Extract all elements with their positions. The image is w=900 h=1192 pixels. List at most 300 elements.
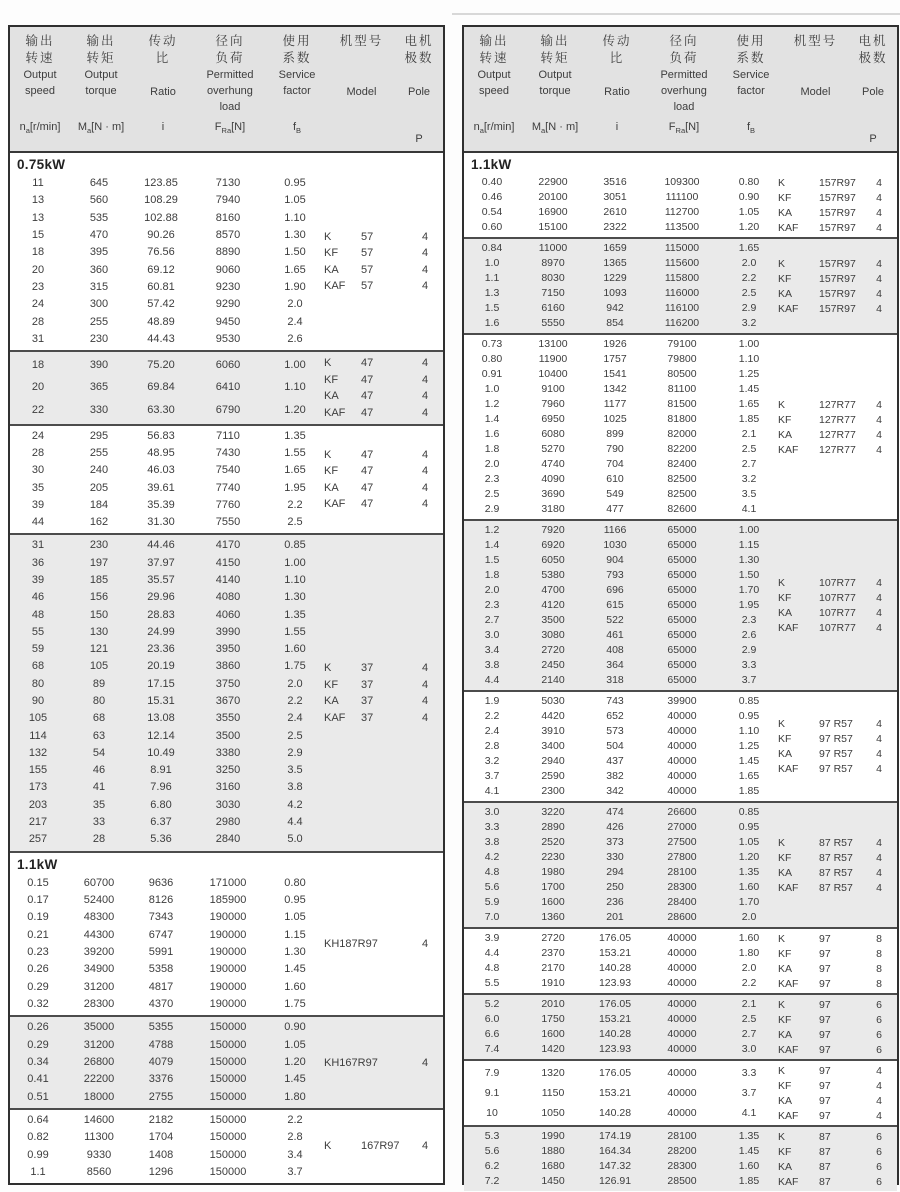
cell-output-torque: 34900 [83,963,115,976]
cell-ratio: 250 [606,881,624,893]
cell-output-torque: 1450 [541,1175,565,1187]
model-number: 87 [819,1175,831,1188]
cell-service-factor: 1.05 [738,836,760,848]
cell-output-speed: 55 [31,625,45,638]
model-number: 127R77 [819,413,856,426]
cell-ratio: 8.91 [150,764,172,777]
cell-output-torque: 470 [89,229,109,242]
model-pole: 4 [876,1079,882,1092]
table-row [10,831,324,848]
cell-output-speed: 0.73 [481,338,503,350]
header-label-cn [148,33,177,67]
cell-overhung-load: 65000 [667,644,697,656]
cell-output-speed: 2.4 [484,725,500,737]
table-row [464,1042,778,1057]
model-entry [778,190,897,205]
cell-ratio: 1296 [148,1165,174,1178]
table-row [464,367,778,382]
cell-ratio: 7343 [148,911,174,924]
model-number: 157R97 [819,191,856,204]
table-row [464,487,778,502]
cell-ratio: 147.32 [598,1160,632,1172]
cell-overhung-load: 65000 [667,629,697,641]
cell-output-speed: 2.3 [484,599,500,611]
table-row [464,1027,778,1042]
table-row [10,875,324,892]
model-name: KAF [778,763,799,775]
model-number: 97 [819,962,831,975]
cell-output-speed: 4.1 [484,785,500,797]
header-line: Output [477,69,511,81]
symbol-main: P [415,133,423,145]
cell-output-speed: 1.2 [484,398,500,410]
cell-overhung-load: 65000 [667,674,697,686]
model-column [778,175,897,235]
model-name: KA [778,748,793,760]
model-number: 57 [361,263,374,276]
cell-ratio: 174.19 [598,1130,632,1142]
cell-output-torque: 1700 [541,881,565,893]
model-pole: 4 [876,881,882,894]
model-name: K [778,577,786,589]
cell-service-factor: 3.2 [741,473,757,485]
unit-symbol [19,121,30,136]
cell-output-torque: 39200 [83,946,115,959]
cell-output-torque: 5030 [541,695,565,707]
cell-output-torque: 4740 [541,458,565,470]
cell-ratio: 153.21 [598,1013,632,1025]
cell-ratio: 108.29 [144,194,178,207]
cell-overhung-load: 40000 [667,1086,697,1099]
cell-ratio: 904 [606,554,624,566]
cell-ratio: 1229 [603,272,627,284]
cell-output-speed: 68 [31,660,45,673]
model-pole: 6 [876,1043,882,1056]
table-row [464,286,778,301]
cell-output-speed: 20 [31,263,45,276]
model-entry [778,1093,897,1108]
table-row [10,927,324,944]
model-pole: 4 [421,465,429,478]
model-pole: 4 [876,763,882,775]
cell-service-factor: 4.4 [287,815,303,828]
cell-ratio: 6.37 [150,815,172,828]
cell-service-factor: 1.30 [738,554,760,566]
cell-output-speed: 3.4 [484,644,500,656]
cell-output-speed: 3.2 [484,755,500,767]
model-name: KAF [778,881,799,894]
header-line: Pole [861,86,885,98]
header-line: 输出 [25,34,55,48]
header-line: 转速 [479,51,509,65]
cell-service-factor: 1.25 [738,740,760,752]
cell-service-factor: 1.10 [284,211,306,224]
cell-overhung-load: 65000 [667,539,697,551]
model-entry [324,709,443,726]
model-entry [778,271,897,286]
model-number: 47 [361,481,374,494]
cell-output-torque: 105 [89,660,109,673]
model-entry [778,412,897,427]
cell-output-torque: 41 [92,781,106,794]
spec-block [464,1125,897,1191]
cell-overhung-load: 3990 [215,625,241,638]
cell-ratio: 1166 [603,524,627,536]
cell-overhung-load: 190000 [209,928,247,941]
header-line: 使用 [282,34,312,48]
model-entry [778,1012,897,1027]
model-pole: 6 [876,1160,882,1173]
cell-ratio: 123.85 [144,177,178,190]
table-row [10,589,324,606]
cell-overhung-load: 4170 [215,539,241,552]
cell-output-torque: 52400 [83,894,115,907]
cell-output-torque: 205 [89,481,109,494]
block-inner [464,997,897,1057]
header-label-en [477,67,510,119]
cell-service-factor: 1.35 [738,866,760,878]
table-row [464,568,778,583]
header-col-output-torque [68,33,134,147]
cell-service-factor: 1.85 [738,785,760,797]
cell-output-torque: 31200 [83,980,115,993]
cell-service-factor: 1.35 [284,608,306,621]
model-column [778,337,897,517]
model-pole: 4 [876,607,882,619]
model-pole: 4 [421,498,429,511]
table-row [464,598,778,613]
model-pole: 4 [421,230,429,243]
header-line: Permitted [660,69,708,81]
cell-service-factor: 1.20 [284,1056,306,1069]
header-label-cn [858,33,887,67]
model-pole: 8 [876,962,882,975]
cell-output-speed: 30 [31,464,45,477]
cell-overhung-load: 150000 [209,1090,247,1103]
model-pole: 4 [876,413,882,426]
cell-output-speed: 2.8 [484,740,500,752]
data-rows [10,875,324,1014]
cell-output-speed: 35 [31,481,45,494]
cell-output-torque: 2010 [541,998,565,1010]
cell-output-torque: 360 [89,263,109,276]
cell-service-factor: 0.95 [738,821,760,833]
cell-output-torque: 1680 [541,1160,565,1172]
model-number: 97 [819,1028,831,1041]
table-row [464,628,778,643]
header-line: 系数 [282,51,312,65]
model-entry [324,693,443,710]
model-name: KAF [778,1043,799,1056]
cell-overhung-load: 6410 [215,381,241,394]
model-pole: 4 [876,851,882,864]
cell-overhung-load: 28100 [667,866,697,878]
cell-output-speed: 1.6 [484,428,500,440]
cell-ratio: 899 [606,428,624,440]
cell-overhung-load: 2840 [215,833,241,846]
cell-ratio: 5355 [148,1021,174,1034]
table-row [464,352,778,367]
table-row [10,892,324,909]
table-row [464,805,778,820]
block-inner [10,1112,443,1181]
model-name: K [778,176,786,189]
scan-edge-line [452,13,900,15]
cell-output-speed: 0.40 [481,176,503,188]
cell-service-factor: 1.10 [284,573,306,586]
model-pole: 4 [876,191,882,204]
cell-service-factor: 0.95 [284,177,306,190]
cell-ratio: 6747 [148,928,174,941]
model-name: KF [778,592,792,604]
cell-overhung-load: 7130 [215,177,241,190]
symbol-sub: Ra [221,126,232,136]
model-name: KA [324,695,339,708]
header-units [616,119,618,135]
model-pole: 4 [421,373,429,386]
table-row [10,710,324,727]
table-row [464,241,778,256]
cell-service-factor: 1.65 [284,464,306,477]
cell-ratio: 69.84 [147,381,175,394]
cell-output-speed: 173 [28,781,48,794]
table-row [464,205,778,220]
unit-symbol [869,133,876,145]
model-name: KAF [324,406,346,419]
model-pole: 4 [876,176,882,189]
cell-output-torque: 35000 [83,1021,115,1034]
cell-ratio: 330 [606,851,624,863]
table-row [10,480,324,497]
cell-output-speed: 4.4 [484,674,500,686]
spec-tables-container [8,25,899,1188]
cell-output-torque: 121 [89,643,109,656]
cell-overhung-load: 190000 [209,911,247,924]
cell-overhung-load: 7110 [216,429,240,442]
model-name: K [778,998,786,1011]
block-inner [10,1019,443,1105]
cell-output-torque: 130 [89,625,109,638]
cell-output-speed: 217 [28,815,48,828]
cell-output-speed: 3.8 [484,659,500,671]
cell-output-speed: 0.15 [27,876,49,889]
model-name: K [324,357,332,370]
model-column [778,523,897,688]
table-row [464,784,778,799]
table-row [464,337,778,352]
cell-service-factor: 2.0 [741,911,757,923]
header-col-output-speed [466,33,522,147]
cell-ratio: 294 [606,866,624,878]
model-entry [324,388,443,405]
table-row [464,850,778,865]
spec-block [10,533,443,850]
cell-overhung-load: 79800 [667,353,697,365]
cell-output-torque: 8970 [541,257,565,269]
cell-output-speed: 22 [31,403,45,416]
cell-output-torque: 11300 [84,1131,114,1144]
table-row [464,895,778,910]
model-entry [778,961,897,976]
cell-service-factor: 1.30 [284,229,306,242]
symbol-sub: a [541,126,546,136]
header-label-en [347,67,377,119]
cell-output-torque: 3220 [541,806,565,818]
cell-service-factor: 1.10 [738,353,760,365]
unit-symbol [162,121,164,133]
cell-overhung-load: 9060 [215,263,241,276]
model-name: KAF [324,280,346,293]
cell-output-torque: 230 [89,539,109,552]
cell-output-torque: 240 [89,464,109,477]
unit-symbol [473,121,484,136]
cell-service-factor: 1.65 [284,263,306,276]
model-column [324,1019,443,1105]
cell-overhung-load: 190000 [209,980,247,993]
cell-service-factor: 2.2 [741,272,757,284]
cell-ratio: 4079 [148,1056,174,1069]
model-entry [778,865,897,880]
table-row [10,402,324,419]
header-line: load [219,101,241,113]
cell-service-factor: 2.7 [741,1028,757,1040]
cell-output-torque: 1980 [541,866,565,878]
unit-symbol [484,121,515,133]
model-pole: 4 [421,937,429,950]
table-row [10,1112,324,1129]
model-name: KAF [324,498,346,511]
cell-output-torque: 7920 [541,524,565,536]
cell-output-speed: 1.4 [484,539,500,551]
cell-output-speed: 4.8 [484,866,500,878]
cell-output-torque: 33 [92,815,106,828]
model-entry [778,205,897,220]
cell-overhung-load: 7940 [215,194,241,207]
cell-ratio: 153.21 [598,947,632,959]
cell-ratio: 1704 [148,1131,174,1144]
model-entry [778,427,897,442]
cell-ratio: 854 [606,317,624,329]
model-name: K [778,718,786,730]
symbol-main: M [77,121,87,133]
cell-ratio: 504 [606,740,624,752]
model-entry [778,880,897,895]
header-line: 转矩 [540,51,570,65]
header-label-en [733,67,770,119]
model-column [778,694,897,799]
table-row [10,909,324,926]
table-row [464,739,778,754]
cell-output-torque: 3080 [541,629,565,641]
model-column [324,354,443,421]
cell-ratio: 382 [606,770,624,782]
header-line: 系数 [736,51,766,65]
cell-overhung-load: 116100 [664,302,700,314]
cell-ratio: 426 [606,821,624,833]
cell-output-speed: 39 [31,498,45,511]
table-row [464,961,778,976]
symbol-sub: B [296,126,302,136]
cell-ratio: 7.96 [150,781,172,794]
cell-output-torque: 150 [89,608,109,621]
cell-output-speed: 7.4 [484,1043,500,1055]
cell-overhung-load: 40000 [667,1043,697,1055]
table-row [10,624,324,641]
model-number: 47 [361,465,374,478]
cell-output-torque: 1050 [541,1106,565,1119]
cell-output-speed: 10 [486,1106,498,1119]
header-units [474,119,515,139]
cell-service-factor: 1.65 [738,398,760,410]
table-row [464,673,778,688]
cell-overhung-load: 40000 [667,1013,697,1025]
model-number: 97 [819,932,831,945]
block-inner [464,931,897,991]
header-line: 使用 [736,34,766,48]
model-pole: 4 [876,1109,882,1122]
cell-overhung-load: 65000 [667,599,697,611]
model-name: KF [324,678,339,691]
model-number: 37 [361,678,374,691]
cell-service-factor: 2.0 [741,962,757,974]
cell-ratio: 615 [606,599,624,611]
cell-output-speed: 80 [31,677,45,690]
model-name: KAF [778,1175,799,1188]
cell-output-speed: 13 [31,211,45,224]
cell-ratio: 63.30 [147,403,175,416]
table-row [10,379,324,396]
table-row [464,301,778,316]
header-line: Ratio [604,86,630,98]
cell-output-torque: 390 [89,359,109,371]
cell-service-factor: 3.8 [287,781,303,794]
cell-output-torque: 315 [89,281,109,294]
spec-block [464,237,897,333]
cell-output-torque: 156 [89,591,109,604]
cell-output-torque: 395 [89,246,109,259]
symbol-sub: a [87,126,92,136]
data-rows [464,241,778,331]
model-name: KF [778,851,792,864]
table-row [10,445,324,462]
cell-service-factor: 1.80 [284,1090,306,1103]
cell-service-factor: 2.0 [287,298,303,311]
data-rows [464,931,778,991]
cell-service-factor: 1.65 [738,770,760,782]
cell-overhung-load: 40000 [667,1066,697,1079]
cell-overhung-load: 150000 [209,1165,247,1178]
header-col-model [326,33,397,147]
table-row [10,961,324,978]
cell-output-speed: 5.5 [484,977,500,989]
cell-output-torque: 9330 [86,1148,112,1161]
cell-service-factor: 2.9 [741,644,757,656]
table-row [464,865,778,880]
spec-block [10,424,443,534]
symbol-main: [N] [685,121,700,133]
power-section-label: 1.1kW [471,157,512,172]
cell-output-speed: 1.0 [484,383,500,395]
data-rows [464,805,778,925]
cell-ratio: 48.89 [147,315,175,328]
cell-ratio: 10.49 [147,746,175,759]
cell-output-torque: 560 [89,194,109,207]
header-col-output-torque [522,33,588,147]
cell-service-factor: 1.50 [738,569,760,581]
table-row [10,497,324,514]
cell-ratio: 126.91 [598,1175,632,1187]
cell-output-speed: 0.64 [27,1113,49,1126]
